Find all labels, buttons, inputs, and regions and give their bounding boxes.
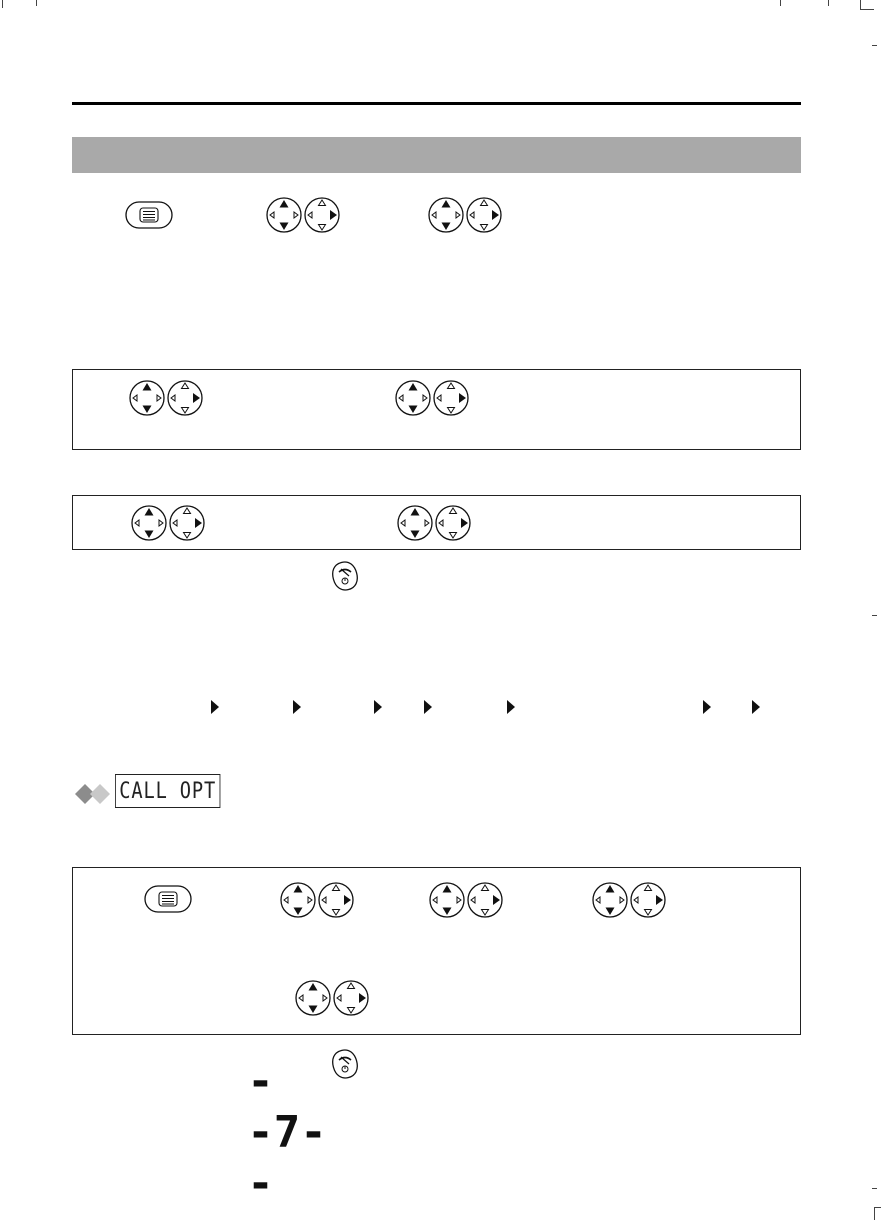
arrow-right-icon <box>701 699 713 715</box>
crop-mark <box>872 45 877 46</box>
arrow-right-icon <box>209 699 221 715</box>
navigator-key-icon <box>396 503 476 543</box>
navigator-key-icon <box>394 378 474 418</box>
crop-mark <box>872 1188 877 1189</box>
arrow-right-icon <box>372 699 384 715</box>
navigator-key-icon <box>128 378 208 418</box>
arrow-right-icon <box>505 699 517 715</box>
navigator-key-icon <box>428 880 508 920</box>
menu-button-icon <box>143 884 193 914</box>
navigator-key-icon <box>130 503 210 543</box>
arrow-right-icon <box>750 699 762 715</box>
navigator-key-icon <box>294 978 374 1018</box>
lcd-display: CALL OPT <box>115 774 220 808</box>
crop-mark <box>2 0 3 8</box>
crop-mark <box>874 1207 875 1220</box>
diamond-marker-icon <box>74 783 114 805</box>
crop-mark <box>874 1207 881 1208</box>
section-band <box>72 137 801 173</box>
talk-off-button-icon <box>332 561 358 591</box>
crop-mark <box>36 0 37 6</box>
header-rule <box>72 102 801 105</box>
crop-mark <box>872 615 877 616</box>
menu-button-icon <box>124 200 174 230</box>
navigator-key-icon <box>265 195 345 235</box>
arrow-right-icon <box>422 699 434 715</box>
talk-off-button-icon <box>332 1049 358 1079</box>
segment-digit-display: --7-- <box>247 1055 327 1209</box>
navigator-key-icon <box>279 880 359 920</box>
crop-mark <box>828 0 829 6</box>
crop-mark <box>780 0 781 6</box>
crop-mark <box>860 9 874 10</box>
arrow-right-icon <box>291 699 303 715</box>
navigator-key-icon <box>427 195 507 235</box>
navigator-key-icon <box>591 880 671 920</box>
